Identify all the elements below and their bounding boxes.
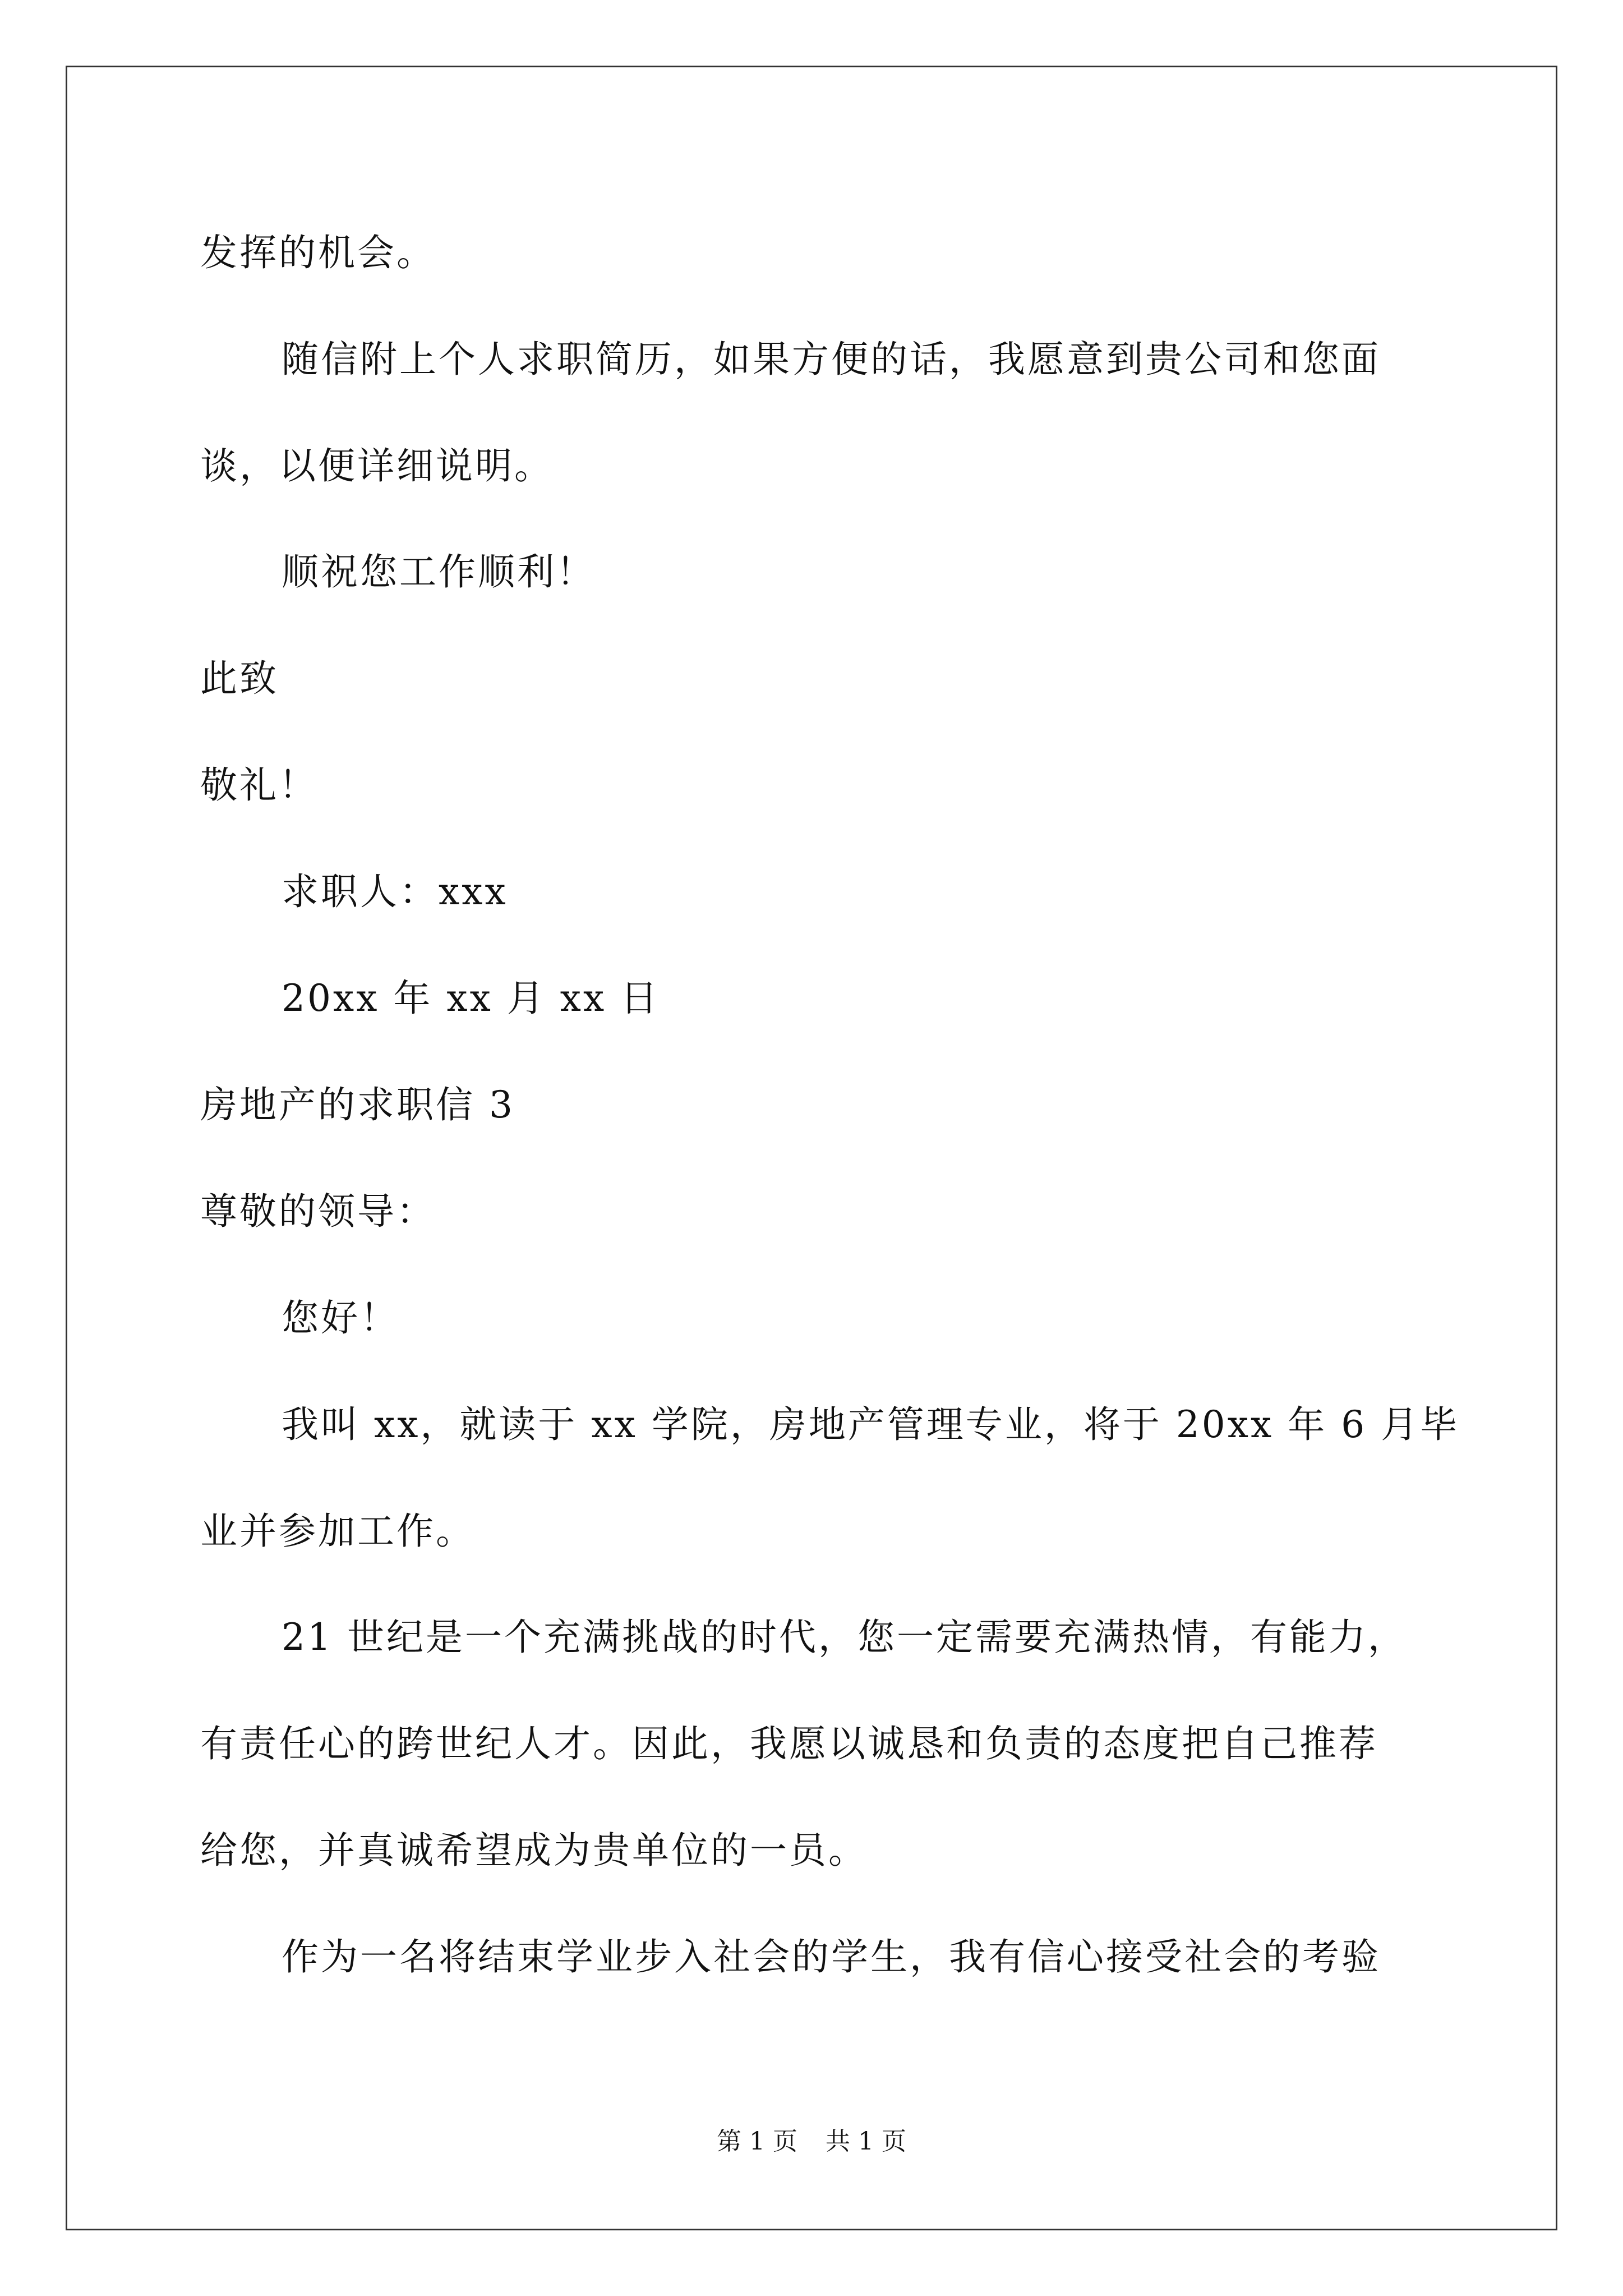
text-line: 给您，并真诚希望成为贵单位的一员。 <box>200 1829 868 1872</box>
text-line: 21 世纪是一个充满挑战的时代，您一定需要充满热情，有能力， <box>282 1616 1407 1659</box>
text-line: 随信附上个人求职简历，如果方便的话，我愿意到贵公司和您面 <box>282 338 1381 381</box>
page-footer <box>0 2129 1623 2154</box>
text-line: 此致 <box>200 657 279 700</box>
text-line: 我叫 xx，就读于 xx 学院，房地产管理专业，将于 20xx 年 6 月毕 <box>282 1403 1460 1446</box>
text-line: 发挥的机会。 <box>200 231 436 274</box>
text-line: 敬礼！ <box>200 763 318 807</box>
section-heading: 房地产的求职信 3 <box>200 1083 515 1126</box>
text-line: 求职人：xxx <box>282 870 508 913</box>
page-number: 第 1 页 <box>717 2127 797 2156</box>
text-line: 业并参加工作。 <box>200 1510 475 1553</box>
text-line: 顺祝您工作顺利！ <box>282 550 596 593</box>
greeting: 您好！ <box>282 1296 399 1340</box>
text-line: 20xx 年 xx 月 xx 日 <box>282 977 660 1020</box>
text-line: 有责任心的跨世纪人才。因此，我愿以诚恳和负责的态度把自己推荐 <box>200 1722 1378 1765</box>
salutation: 尊敬的领导： <box>200 1190 436 1233</box>
page-border <box>66 66 1557 2230</box>
text-line: 谈，以便详细说明。 <box>200 444 554 487</box>
text-line: 作为一名将结束学业步入社会的学生，我有信心接受社会的考验 <box>282 1935 1381 1978</box>
page-total: 共 1 页 <box>826 2127 906 2156</box>
